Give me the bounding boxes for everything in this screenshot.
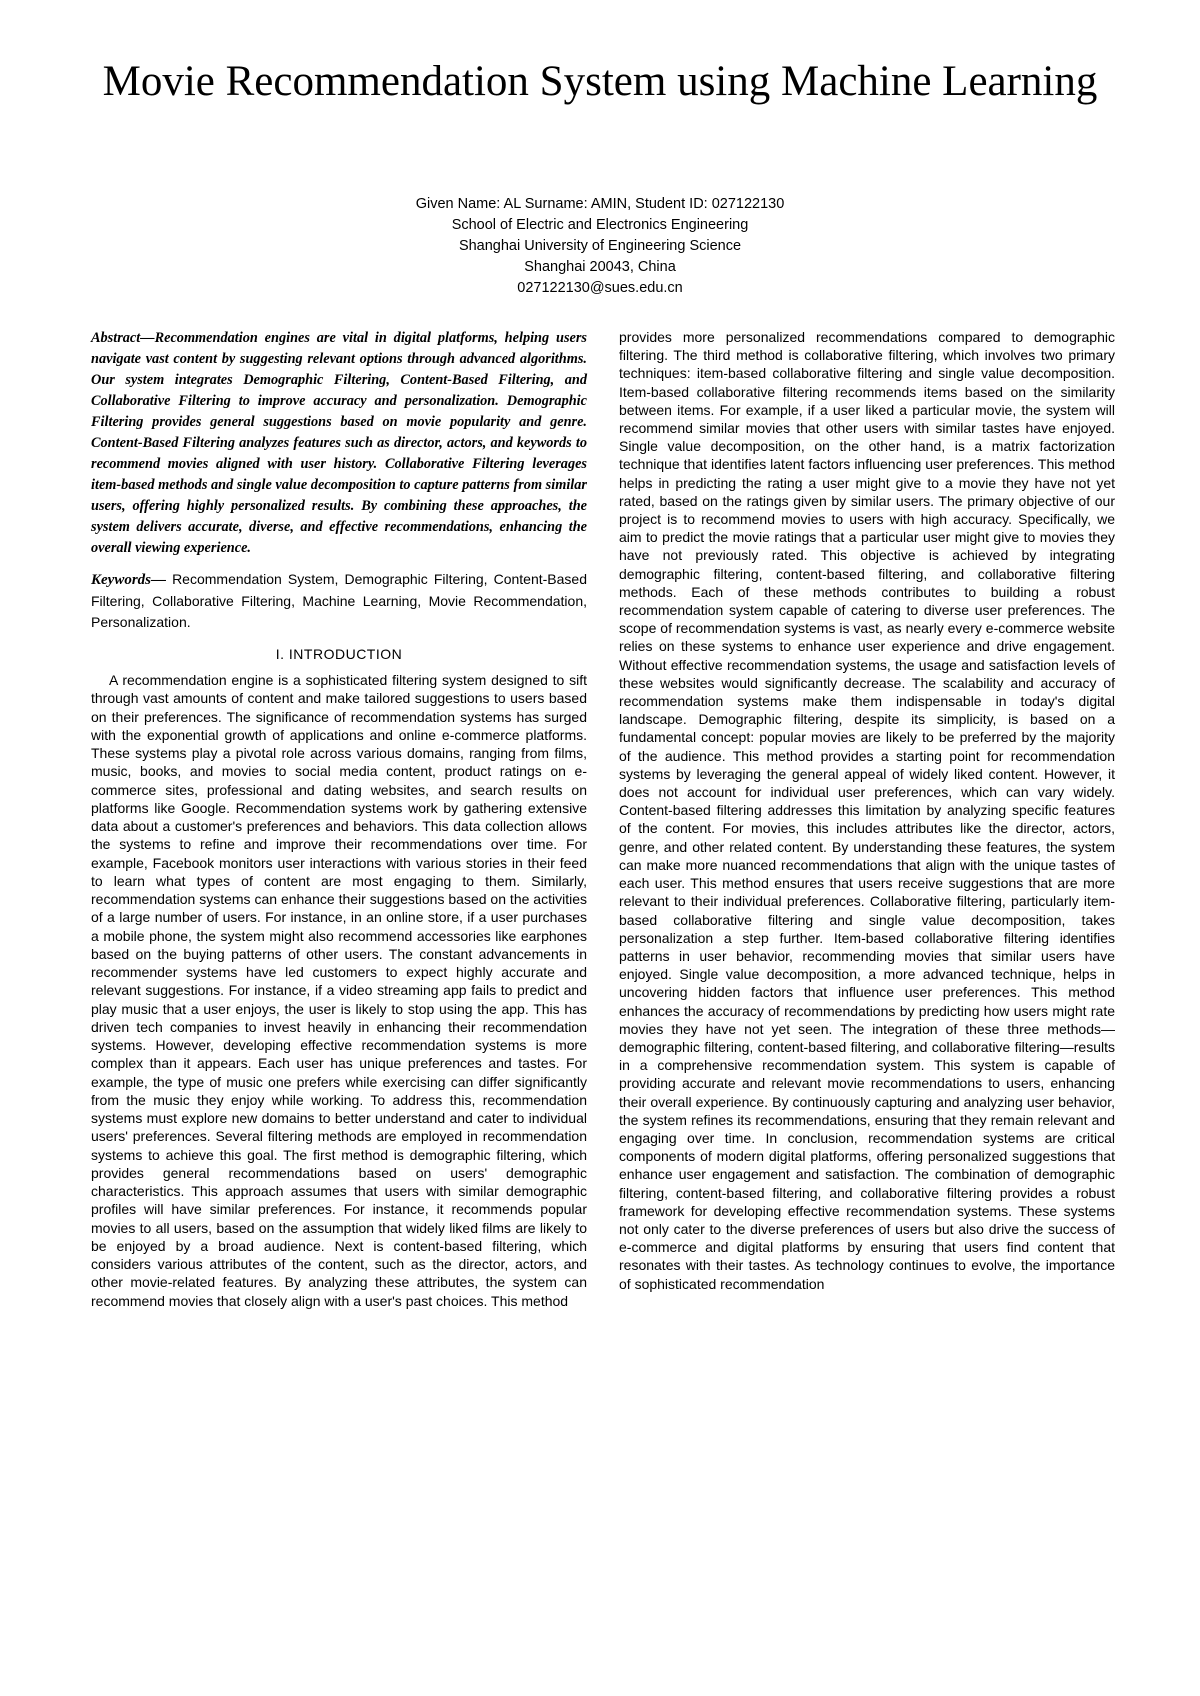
right-column [619, 328, 1115, 1293]
section-title: INTRODUCTION [288, 646, 403, 662]
keywords-lead: Keywords— [91, 572, 166, 588]
section-heading-introduction [91, 645, 587, 663]
author-university-line: Shanghai University of Engineering Science [458, 238, 742, 254]
abstract [91, 328, 587, 559]
introduction-paragraph-left: A recommendation engine is a sophisticated filtering system designed to sift through vast amounts of content and make tailored suggestions to users based on their preferences. The significance of recommendation systems has surged with the exponential growth of applications and online e-commerce platforms. These systems play a pivotal role across various domains, ranging from films, music, books, and movies to social media content, product ratings on e-commerce sites, professional and dating websites, and search results on platforms like Google. Recommendation systems work by gathering extensive data about a customer's preferences and behaviors. This data collection allows the systems to refine and improve their recommendations over time. For example, Facebook monitors user interactions with various stories in their feed to learn what types of content are most engaging to them. Similarly, recommendation systems can enhance their suggestions based on the activities of a large number of users. For instance, in an online store, if a user purchases a mobile phone, the system might also recommend accessories like earphones based on the buying patterns of other users. The constant advancements in recommender systems have led customers to expect highly accurate and relevant suggestions. For instance, if a video streaming app fails to predict and play music that a user enjoys, the user is likely to stop using the app. This has driven tech companies to invest heavily in enhancing their recommendation systems. However, developing effective recommendation systems is more complex than it appears. Each user has unique preferences and tastes. For example, the type of music one prefers while exercising can differ significantly from the music they enjoy while working. To address this, recommendation systems must explore new domains to better understand and cater to individual users' preferences. Several filtering methods are employed in recommendation systems to achieve this goal. The first method is demographic filtering, which provides general recommendations based on users' demographic characteristics. This approach assumes that users with similar demographic profiles will have similar preferences. For instance, it recommends popular movies to all users, based on the assumption that widely liked films are likely to be enjoyed by a broad audience. Next is content-based filtering, which considers various attributes of the content, such as the director, actors, and other movie-related features. By analyzing these attributes, the system can recommend movies that closely align with a user's past choices. This method [91, 672, 587, 1309]
author-address-line: Shanghai 20043, China [524, 259, 676, 275]
author-school-line: School of Electric and Electronics Engineering [451, 217, 749, 233]
section-number: I. [275, 646, 285, 662]
keywords [91, 569, 587, 633]
left-column [91, 328, 587, 1310]
author-email-line: 027122130@sues.edu.cn [517, 280, 683, 296]
author-block [200, 194, 1000, 299]
paper-title: Movie Recommendation System using Machine Learning [102, 58, 1098, 105]
abstract-lead: Abstract— [91, 330, 155, 346]
abstract-text: Recommendation engines are vital in digital platforms, helping users navigate vast content by suggesting relevant options through advanced algorithms. Our system integrates Demographic Filtering, Content-Based Filtering, and Collaborative Filtering to improve accuracy and personalization. Demographic Filtering provides general suggestions based on movie popularity and genre. Content-Based Filtering analyzes features such as director, actors, and keywords to recommend movies aligned with user history. Collaborative Filtering leverages item-based methods and single value decomposition to capture patterns from similar users, offering highly personalized results. By combining these approaches, the system delivers accurate, diverse, and effective recommendations, enhancing the overall viewing experience. [91, 330, 587, 556]
author-name-line: Given Name: AL Surname: AMIN, Student ID: 027122130 [415, 196, 785, 212]
introduction-paragraph-right: provides more personalized recommendations compared to demographic filtering. The third method is collaborative filtering, which involves two primary techniques: item-based collaborative filtering and single value decomposition. Item-based collaborative filtering recommends items based on the similarity between items. For example, if a user liked a particular movie, the system will recommend similar movies that other users with similar tastes have enjoyed. Single value decomposition, on the other hand, is a matrix factorization technique that identifies latent factors influencing user preferences. This method helps in predicting the rating a user might give to a movie they have not yet rated, based on the ratings given by similar users. The primary objective of our project is to recommend movies to users with high accuracy. Specifically, we aim to predict the movie ratings that a particular user might give to movies they have not previously rated. This objective is achieved by integrating demographic filtering, content-based filtering, and collaborative filtering methods. Each of these methods contributes to building a robust recommendation system capable of catering to diverse user preferences. The scope of recommendation systems is vast, as nearly every e-commerce website relies on these systems to enhance user experience and drive engagement. Without effective recommendation systems, the usage and satisfaction levels of these websites would significantly decrease. The scalability and accuracy of recommendation systems make them indispensable in today's digital landscape. Demographic filtering, despite its simplicity, is based on a fundamental concept: popular movies are likely to be preferred by the majority of the audience. This method provides a starting point for recommendation systems by leveraging the general appeal of widely liked content. However, it does not account for individual user preferences, which can vary widely. Content-based filtering addresses this limitation by analyzing specific features of the content. For movies, this includes attributes like the director, actors, genre, and other related content. By understanding these features, the system can make more nuanced recommendations that align with the unique tastes of each user. This method ensures that users receive suggestions that are more relevant to their individual preferences. Collaborative filtering, particularly item-based collaborative filtering and single value decomposition, takes personalization a step further. Item-based collaborative filtering identifies patterns in user behavior, recommending movies that similar users have enjoyed. Single value decomposition, a more advanced technique, helps in uncovering hidden factors that influence user preferences. This method enhances the accuracy of recommendations by predicting how users might rate movies they have not yet seen. The integration of these three methods—demographic filtering, content-based filtering, and collaborative filtering—results in a comprehensive recommendation system. This system is capable of providing accurate and relevant movie recommendations to users, enhancing their overall experience. By continuously capturing and analyzing user behavior, the system refines its recommendations, ensuring that they remain relevant and engaging over time. In conclusion, recommendation systems are critical components of modern digital platforms, offering personalized suggestions that enhance user engagement and satisfaction. The combination of demographic filtering, content-based filtering, and collaborative filtering provides a robust framework for developing effective recommendation systems. These systems not only cater to the diverse preferences of users but also drive the success of e-commerce and digital platforms by ensuring that users find content that resonates with their tastes. As technology continues to evolve, the importance of sophisticated recommendation [619, 329, 1115, 1292]
keywords-text: Recommendation System, Demographic Filtering, Content-Based Filtering, Collaborative Filtering, Machine Learning, Movie Recommendation, Personalization. [91, 571, 587, 630]
